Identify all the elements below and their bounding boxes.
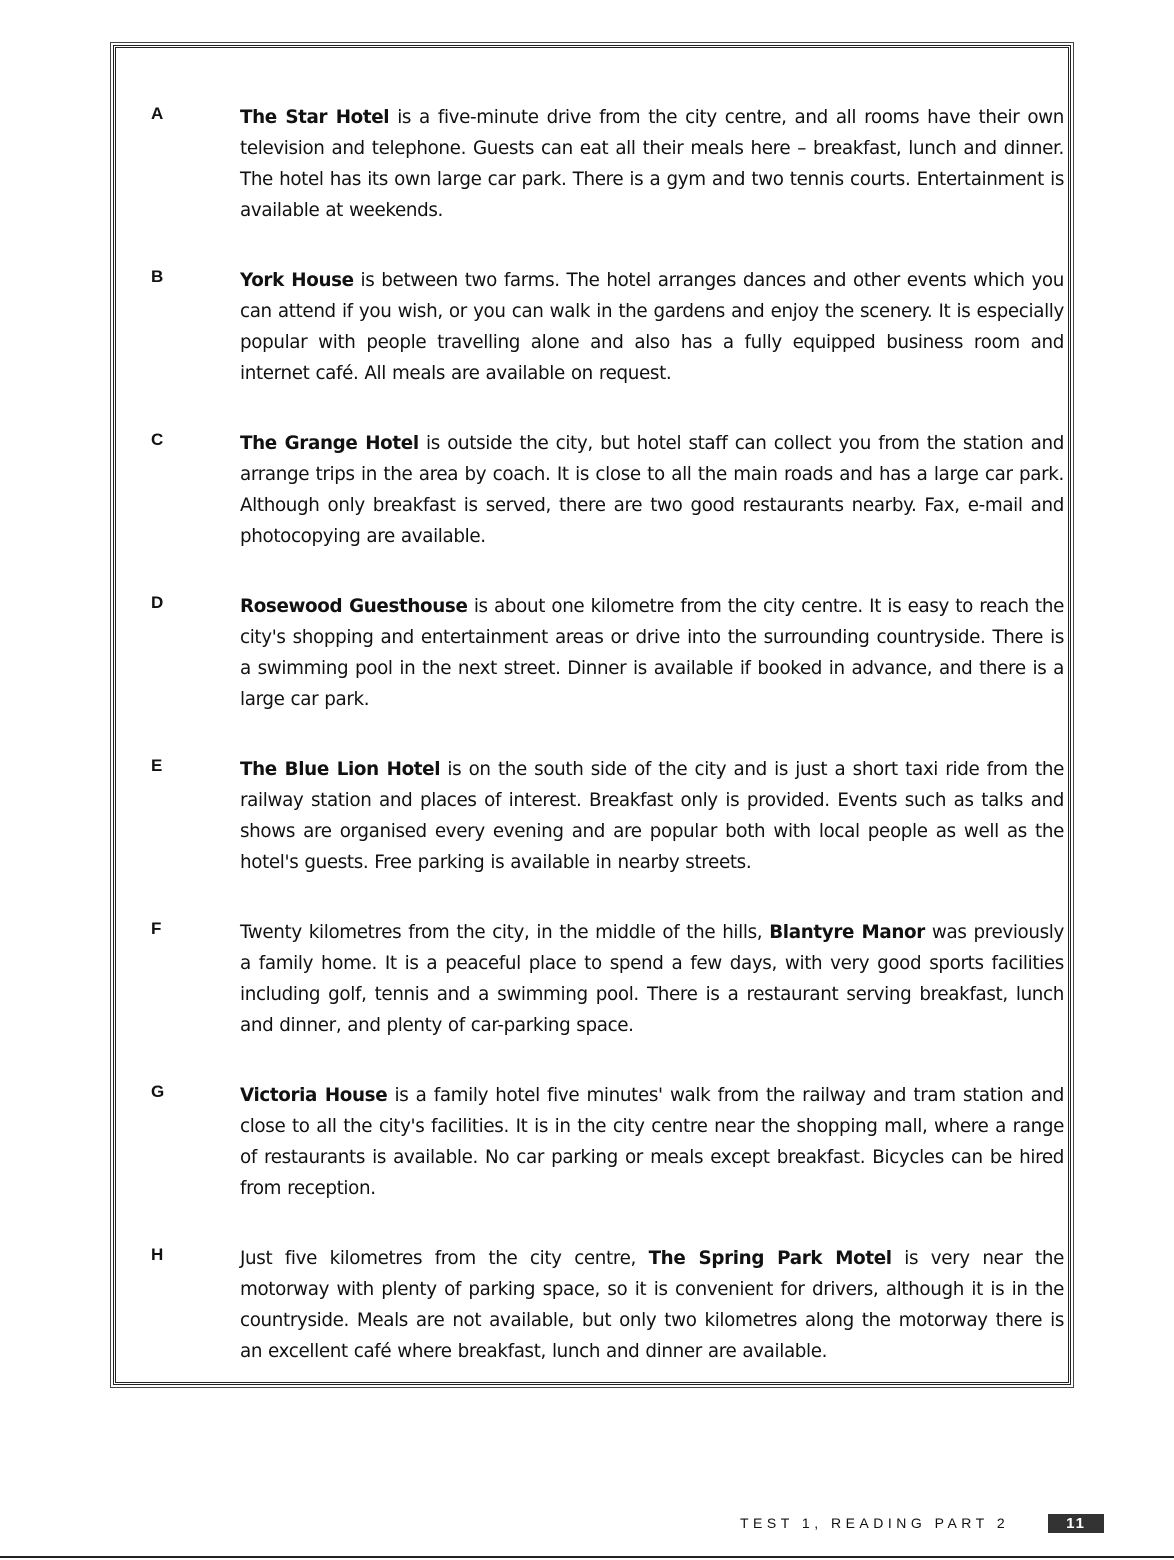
entry-letter: G <box>151 1082 165 1101</box>
entry-letter: D <box>151 593 164 612</box>
entry-text: The Grange Hotel is outside the city, but hotel staff can collect you from the station and arrange trips in the area by coach. It is close to all the main roads and has a large car park. Although only breakfast is served, there are two good restaurants nearby. Fax, e-mail and photocopying are available. <box>240 433 1064 547</box>
entry-letter: H <box>151 1245 164 1264</box>
entry-text: Victoria House is a family hotel five minutes' walk from the railway and tram station and close to all the city's facilities. It is in the city centre near the shopping mall, where a range of restaurants is available. No car parking or meals except breakfast. Bicycles can be hired from reception. <box>240 1085 1064 1199</box>
hotel-name: York House <box>240 270 354 291</box>
entry-letter: C <box>151 430 164 449</box>
hotel-name: Blantyre Manor <box>769 922 925 943</box>
hotel-name: The Grange Hotel <box>240 433 419 454</box>
hotel-name: Rosewood Guesthouse <box>240 596 468 617</box>
hotel-descriptions-box <box>113 45 1071 1385</box>
page-number: 11 <box>1048 1514 1104 1533</box>
entry-text: Rosewood Guesthouse is about one kilometre from the city centre. It is easy to reach the city's shopping and entertainment areas or drive into the surrounding countryside. There is a swimming pool in the next street. Dinner is available if booked in advance, and there is a large car park. <box>240 596 1064 710</box>
entry-text: The Blue Lion Hotel is on the south side of the city and is just a short taxi ride from the railway station and places of interest. Breakfast only is provided. Events such as talks and shows are organised every evening and are popular both with local people as well as the hotel's guests. Free parking is available in nearby streets. <box>240 759 1064 873</box>
entry-text: Just five kilometres from the city centre, The Spring Park Motel is very near the motorway with plenty of parking space, so it is convenient for drivers, although it is in the countryside. Meals are not available, but only two kilometres along the motorway there is an excellent café where breakfast, lunch and dinner are available. <box>240 1248 1064 1362</box>
hotel-name: The Spring Park Motel <box>648 1248 892 1269</box>
hotel-name: Victoria House <box>240 1085 388 1106</box>
hotel-name: The Blue Lion Hotel <box>240 759 441 780</box>
entry-letter: B <box>151 267 164 286</box>
hotel-name: The Star Hotel <box>240 107 390 128</box>
bottom-rule <box>0 1556 1174 1558</box>
entry-letter: E <box>151 756 163 775</box>
entry-text: Twenty kilometres from the city, in the middle of the hills, Blantyre Manor was previously a family home. It is a peaceful place to spend a few days, with very good sports facilities including golf, tennis and a swimming pool. There is a restaurant serving breakfast, lunch and dinner, and plenty of car-parking space. <box>240 922 1065 1036</box>
entry-letter: A <box>151 104 164 123</box>
entry-letter: F <box>151 919 162 938</box>
entry-text: York House is between two farms. The hotel arranges dances and other events which you can attend if you wish, or you can walk in the gardens and enjoy the scenery. It is especially popular with people travelling alone and also has a fully equipped business room and internet café. All meals are available on request. <box>240 270 1065 384</box>
section-label: TEST 1, READING PART 2 <box>740 1515 1010 1531</box>
entry-text: The Star Hotel is a five-minute drive from the city centre, and all rooms have their own television and telephone. Guests can eat all their meals here – breakfast, lunch and dinner. The hotel has its own large car park. There is a gym and two tennis courts. Entertainment is available at weekends. <box>240 107 1065 221</box>
